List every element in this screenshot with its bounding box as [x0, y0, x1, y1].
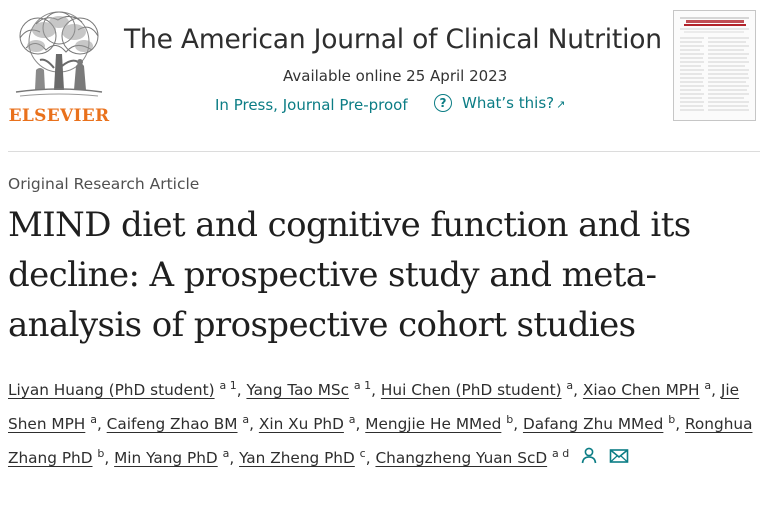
article-type: Original Research Article — [8, 175, 200, 193]
author-affiliation[interactable]: a d — [552, 446, 570, 460]
author-link[interactable]: Xiao Chen MPH — [582, 381, 700, 399]
author-affiliation[interactable]: a 1 — [219, 378, 237, 392]
author-link[interactable]: Yan Zheng PhD — [239, 449, 355, 467]
whats-this-link[interactable] — [434, 94, 565, 112]
author-affiliation[interactable]: b — [668, 412, 676, 426]
person-icon[interactable] — [580, 442, 598, 476]
author-link[interactable]: Changzheng Yuan ScD — [375, 449, 548, 467]
question-circle-icon: ? — [434, 94, 452, 112]
author-list: Liyan Huang (PhD student) $^{a 1}$, Yang Tao MSc $^{a 1}$, Hui Chen (PhD student) $^a$, Xiao Chen MPH $^a$, Jie Shen MPH $^a$, Caifeng Zhao BM $^a$, Xin Xu PhD $^a$, Mengjie He MMed $^b$, Dafang Zhu MMed $^b$, Ronghua Zhang PhD $^b$, Min Yang PhD $^a$, Yan Zheng PhD $^c$, Changzheng Yuan ScD $^{a d}$ — [8, 373, 758, 476]
author-affiliation[interactable]: b — [506, 412, 514, 426]
author-link[interactable]: Hui Chen (PhD student) — [380, 381, 562, 399]
author-link[interactable]: Xin Xu PhD — [258, 415, 344, 433]
author-affiliation[interactable]: c — [359, 446, 366, 460]
journal-cover-thumbnail — [674, 11, 755, 120]
journal-cover[interactable] — [673, 10, 756, 121]
author-link[interactable]: Ronghua Zhang PhD — [8, 415, 753, 467]
author-affiliation[interactable]: a — [90, 412, 97, 426]
author-link[interactable]: Caifeng Zhao BM — [106, 415, 238, 433]
author-affiliation[interactable]: a 1 — [353, 378, 372, 392]
whats-this-label: What’s this? ↗ — [462, 94, 566, 112]
article-title: MIND diet and cognitive function and its decline: A prospective study and meta-analysis of prospective cohort studies — [8, 205, 691, 345]
author-affiliation[interactable]: a — [348, 412, 356, 426]
header-divider — [8, 151, 760, 152]
author-affiliation[interactable]: a — [566, 378, 574, 392]
external-link-icon: ↗ — [556, 98, 566, 111]
author-affiliation[interactable]: a — [242, 412, 250, 426]
journal-title[interactable]: The American Journal of Clinical Nutrition — [124, 24, 662, 55]
author-link[interactable]: Min Yang PhD — [114, 449, 218, 467]
author-link[interactable]: Mengjie He MMed — [365, 415, 502, 433]
author-link[interactable]: Yang Tao MSc — [246, 381, 350, 399]
elsevier-logo[interactable] — [6, 8, 112, 126]
author-link[interactable]: Dafang Zhu MMed — [522, 415, 664, 433]
in-press-link[interactable]: In Press, Journal Pre-proof — [215, 96, 408, 114]
mail-icon[interactable] — [609, 442, 629, 476]
elsevier-tree-logo — [6, 8, 112, 104]
availability-date: Available online 25 April 2023 — [283, 67, 508, 85]
author-affiliation[interactable]: a — [704, 378, 712, 392]
author-affiliation[interactable]: b — [97, 446, 105, 460]
author-link[interactable]: Liyan Huang (PhD student) — [8, 381, 215, 399]
author-link[interactable]: Jie Shen MPH — [8, 381, 740, 433]
author-affiliation[interactable]: a — [222, 446, 230, 460]
elsevier-wordmark: ELSEVIER — [8, 106, 110, 126]
